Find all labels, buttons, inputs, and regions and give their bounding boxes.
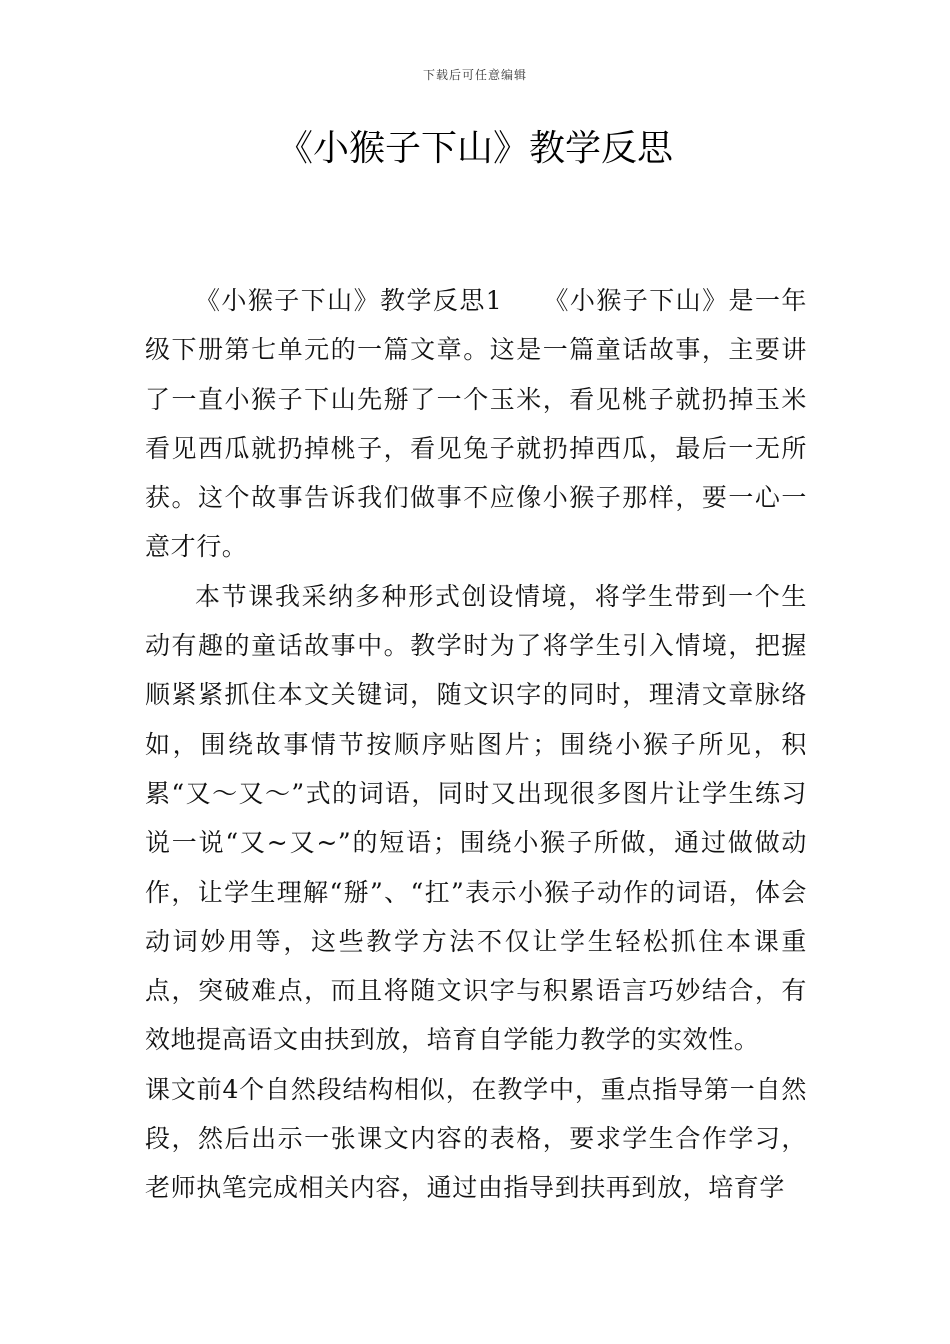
paragraph: 课文前4个自然段结构相似，在教学中，重点指导第一自然段，然后出示一张课文内容的表格，要求学生合作学习，老师执笔完成相关内容，通过由指导到扶再到放，培育学 (145, 1074, 807, 1203)
paragraph: 本节课我采纳多种形式创设情境，将学生带到一个生动有趣的童话故事中。教学时为了将学生引入情境，把握顺紧紧抓住本文关键词，随文识字的同时，理清文章脉络如，围绕故事情节按顺序贴图片；围绕小猴子所见，积累“又～又～”式的词语，同时又出现很多图片让学生练习说一说“又~又~”的短语；围绕小猴子所做，通过做做动作，让学生理解“掰”、“扛”表示小猴子动作的词语，体会动词妙用等，这些教学方法不仅让学生轻松抓住本课重点，突破难点，而且将随文识字与积累语言巧妙结合，有效地提高语文由扶到放，培育自学能力教学的实效性。 (145, 581, 807, 1055)
document-title: 《小猴子下山》教学反思 (276, 128, 673, 169)
header-note: 下载后可任意编辑 (422, 68, 527, 82)
document-body (145, 276, 807, 1213)
paragraph: 《小猴子下山》教学反思1 《小猴子下山》是一年级下册第七单元的一篇文章。这是一篇童话故事，主要讲了一直小猴子下山先掰了一个玉米，看见桃子就扔掉玉米看见西瓜就扔掉桃子，看见兔子就扔掉西瓜，最后一无所获。这个故事告诉我们做事不应像小猴子那样，要一心一意才行。 (145, 286, 807, 562)
